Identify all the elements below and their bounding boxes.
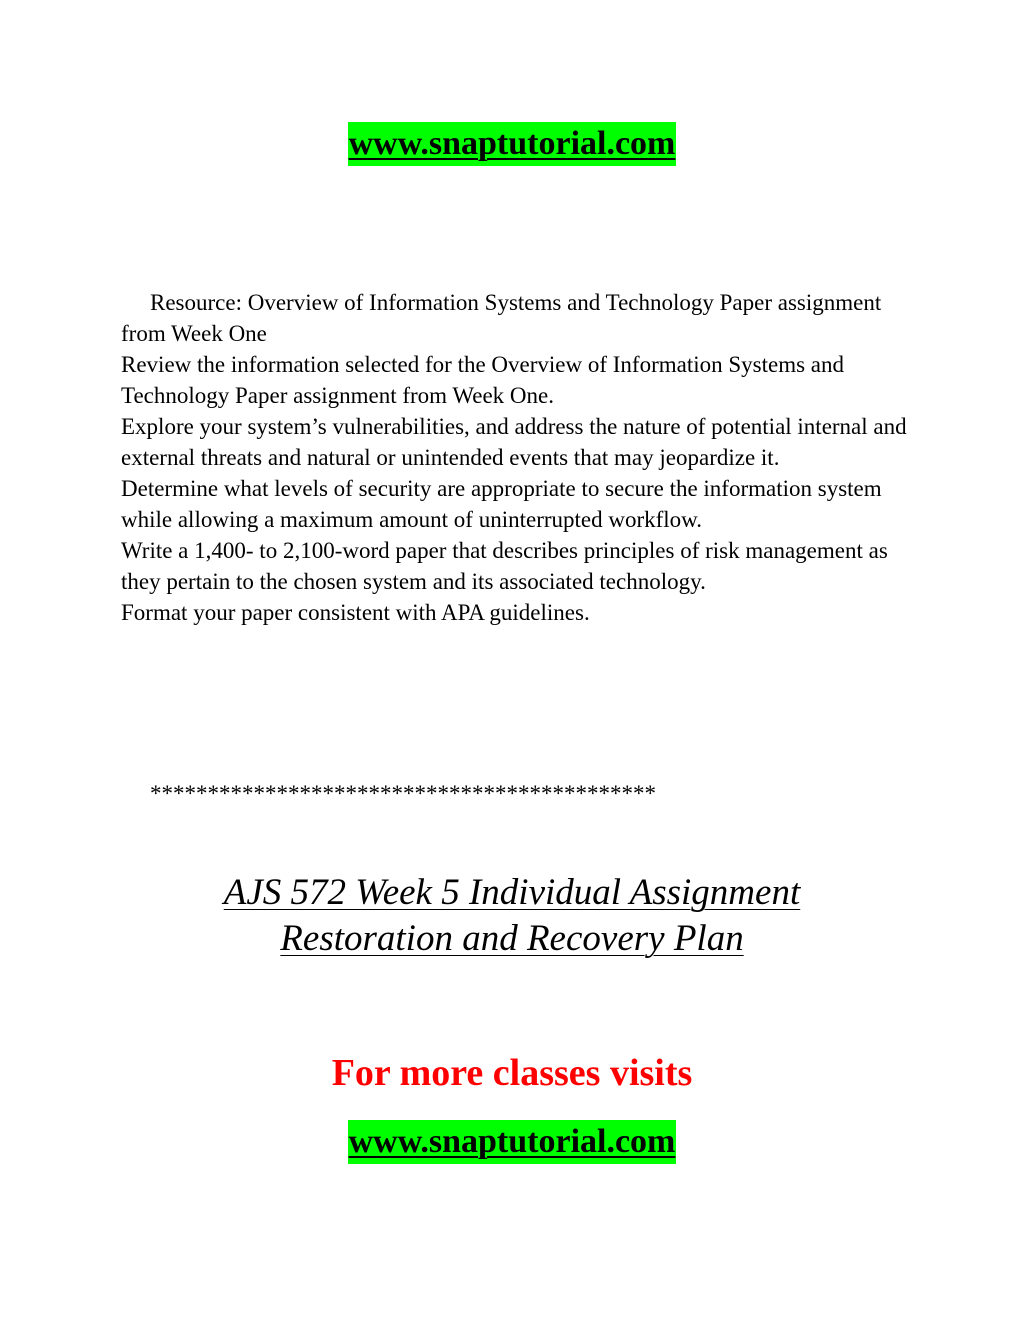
more-classes-text: For more classes visits xyxy=(331,1052,693,1094)
header-link-container xyxy=(0,122,1024,166)
paragraph-write: Write a 1,400- to 2,100-word paper that describes principles of risk management as they pertain to the chosen system and its associated technology. xyxy=(121,538,888,594)
title-line-2: Restoration and Recovery Plan xyxy=(280,918,744,959)
assignment-title xyxy=(0,870,1024,962)
footer-link-container xyxy=(0,1120,1024,1164)
paragraph-determine: Determine what levels of security are appropriate to secure the information system while allowing a maximum amount of uninterrupted workflow. xyxy=(121,476,882,532)
paragraph-resource: Resource: Overview of Information Systems and Technology Paper assignment from Week One xyxy=(121,290,882,346)
title-line-1: AJS 572 Week 5 Individual Assignment xyxy=(223,872,801,913)
paragraph-review: Review the information selected for the Overview of Information Systems and Technology Paper assignment from Week One. xyxy=(121,352,845,408)
paragraph-explore: Explore your system’s vulnerabilities, and address the nature of potential internal and external threats and natural or unintended events that may jeopardize it. xyxy=(121,414,907,470)
paragraph-format: Format your paper consistent with APA guidelines. xyxy=(121,600,590,625)
site-link-bottom[interactable]: www.snaptutorial.com xyxy=(348,1120,677,1164)
assignment-description xyxy=(121,287,911,628)
separator-stars: ******************************************** xyxy=(150,781,656,806)
site-link-top[interactable]: www.snaptutorial.com xyxy=(348,122,677,166)
